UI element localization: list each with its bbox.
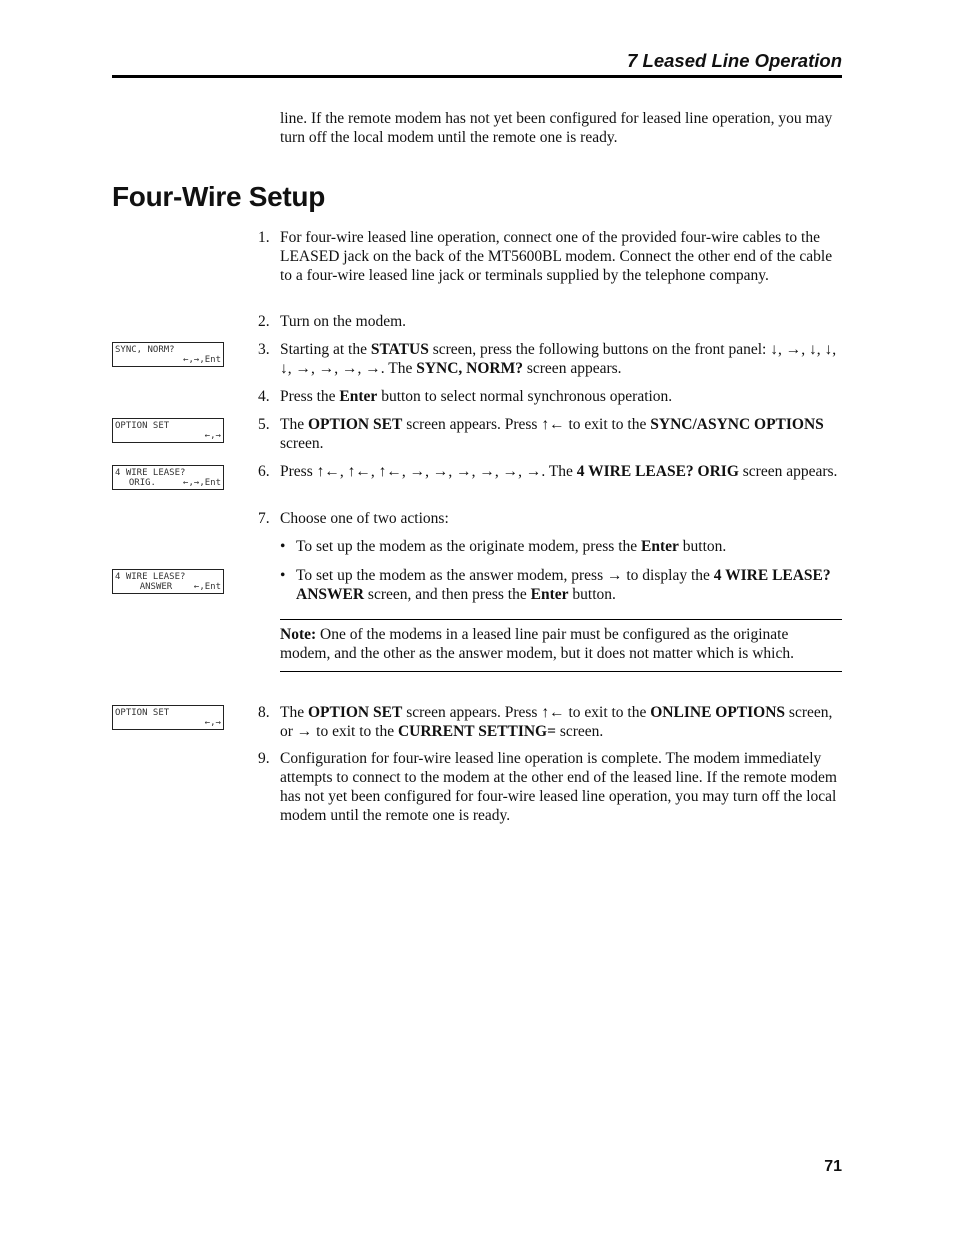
- note-box: [280, 619, 842, 672]
- step-number: 4.: [258, 388, 270, 405]
- lcd-line-2: ←,→: [204, 431, 221, 441]
- lcd-line-2: ANSWER ←,Ent: [139, 582, 221, 592]
- chapter-title: 7 Leased Line Operation: [627, 50, 842, 71]
- step-number: 6.: [258, 463, 270, 480]
- bullet-text: To set up the modem as the originate modem, press the Enter button.: [296, 538, 727, 555]
- step-text: The OPTION SET screen appears. Press ↑← to exit to the SYNC/ASYNC OPTIONS screen.: [280, 416, 824, 452]
- note-text: One of the modems in a leased line pair must be configured as the originate modem, and the other as the answer modem, but it does not matter which is which.: [280, 626, 794, 662]
- step-text: The OPTION SET screen appears. Press ↑← to exit to the ONLINE OPTIONS screen, or → to exit to the CURRENT SETTING= screen.: [280, 704, 833, 740]
- step-6: [258, 462, 848, 481]
- step-number: 5.: [258, 416, 270, 433]
- running-header: [112, 48, 842, 78]
- bullet-dot: •: [280, 567, 286, 584]
- step-1: [258, 228, 848, 285]
- step-number: 9.: [258, 750, 270, 767]
- step-number: 2.: [258, 313, 270, 330]
- lcd-line-1: OPTION SET: [115, 421, 170, 431]
- lcd-line-1: SYNC, NORM?: [115, 345, 175, 355]
- step-text: Turn on the modem.: [280, 313, 407, 330]
- lcd-line-2: ←,→,Ent: [183, 355, 221, 365]
- step-text: Press the Enter button to select normal synchronous operation.: [280, 388, 673, 405]
- section-title: Four-Wire Setup: [112, 181, 326, 212]
- lcd-screen-option-set-2: [112, 705, 224, 730]
- page-number: 71: [824, 1158, 842, 1175]
- step-2: [258, 312, 848, 331]
- bullet-answer: [280, 566, 840, 604]
- lcd-screen-4wire-orig: [112, 465, 224, 490]
- lcd-line-1: OPTION SET: [115, 708, 170, 718]
- step-text: For four-wire leased line operation, connect one of the provided four-wire cables to the LEASED jack on the back of the MT5600BL modem. Connect the other end of the cable to a four-wire leased line jack or terminals supplied by the telephone company.: [280, 229, 833, 284]
- step-4: [258, 387, 848, 406]
- step-number: 1.: [258, 229, 270, 246]
- bullet-originate: [280, 537, 840, 556]
- note-label: Note:: [280, 626, 317, 643]
- step-5: [258, 415, 848, 453]
- lcd-line-1: 4 WIRE LEASE?: [115, 572, 186, 582]
- step-number: 3.: [258, 341, 270, 358]
- step-7: [258, 509, 848, 528]
- step-text: Starting at the STATUS screen, press the following buttons on the front panel: ↓, →, ↓, ↓, ↓, →, →, →, →. The SYNC, NORM? screen appears.: [280, 341, 837, 377]
- intro-paragraph: line. If the remote modem has not yet been configured for leased line operation, you may turn off the local modem until the remote one is ready.: [280, 110, 833, 146]
- step-9: [258, 749, 848, 825]
- lcd-screen-sync-norm: [112, 342, 224, 367]
- step-text: Choose one of two actions:: [280, 510, 449, 527]
- step-number: 7.: [258, 510, 270, 527]
- step-number: 8.: [258, 704, 270, 721]
- bullet-dot: •: [280, 538, 286, 555]
- lcd-screen-4wire-answer: [112, 569, 224, 594]
- step-text: Configuration for four-wire leased line operation is complete. The modem immediately attempts to connect to the modem at the other end of the leased line. If the remote modem has not yet been configured for four-wire leased line operation, you may turn off the local modem until the remote one is ready.: [280, 750, 837, 824]
- bullet-text: To set up the modem as the answer modem, press → to display the 4 WIRE LEASE? ANSWER screen, and then press the Enter button.: [296, 567, 831, 603]
- lcd-screen-option-set: [112, 418, 224, 443]
- step-8: [258, 703, 848, 741]
- step-3: [258, 340, 848, 378]
- lcd-line-1: 4 WIRE LEASE?: [115, 468, 186, 478]
- lcd-line-2: ←,→: [204, 718, 221, 728]
- step-text: Press ↑←, ↑←, ↑←, →, →, →, →, →, →. The 4 WIRE LEASE? ORIG screen appears.: [280, 463, 838, 480]
- lcd-line-2: ORIG. ←,→,Ent: [128, 478, 221, 488]
